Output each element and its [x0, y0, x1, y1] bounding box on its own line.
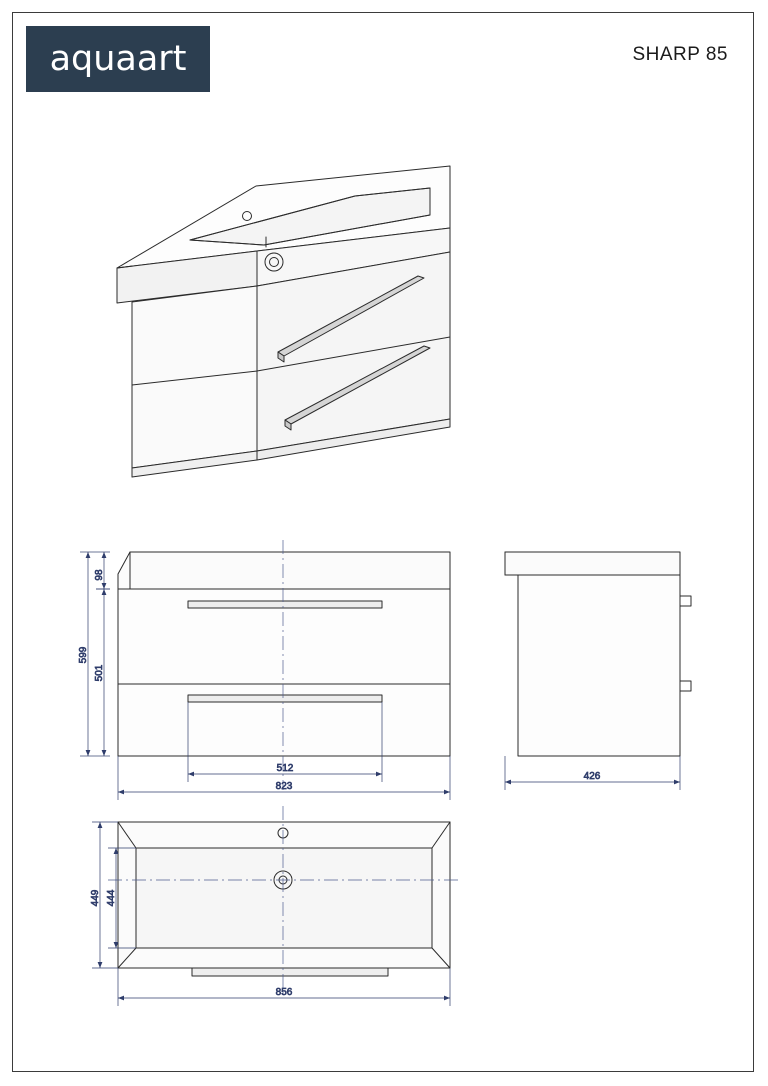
dim-d449: 449 [90, 889, 101, 907]
top-view-geometry [118, 822, 450, 976]
dim-d426: 426 [583, 771, 601, 782]
dim-h501: 501 [94, 664, 105, 682]
side-elevation-geometry [505, 552, 691, 756]
dim-w823: 823 [275, 781, 293, 792]
brand-logo-text: aquaart [49, 39, 187, 79]
page-title: SHARP 85 [632, 44, 728, 65]
dim-h599: 599 [78, 646, 89, 664]
iso-view [117, 166, 450, 477]
front-elevation-geometry [118, 552, 450, 756]
dim-w512: 512 [276, 763, 294, 774]
dim-d444: 444 [106, 889, 117, 907]
dim-h98: 98 [94, 569, 105, 581]
dim-w856: 856 [275, 987, 293, 998]
